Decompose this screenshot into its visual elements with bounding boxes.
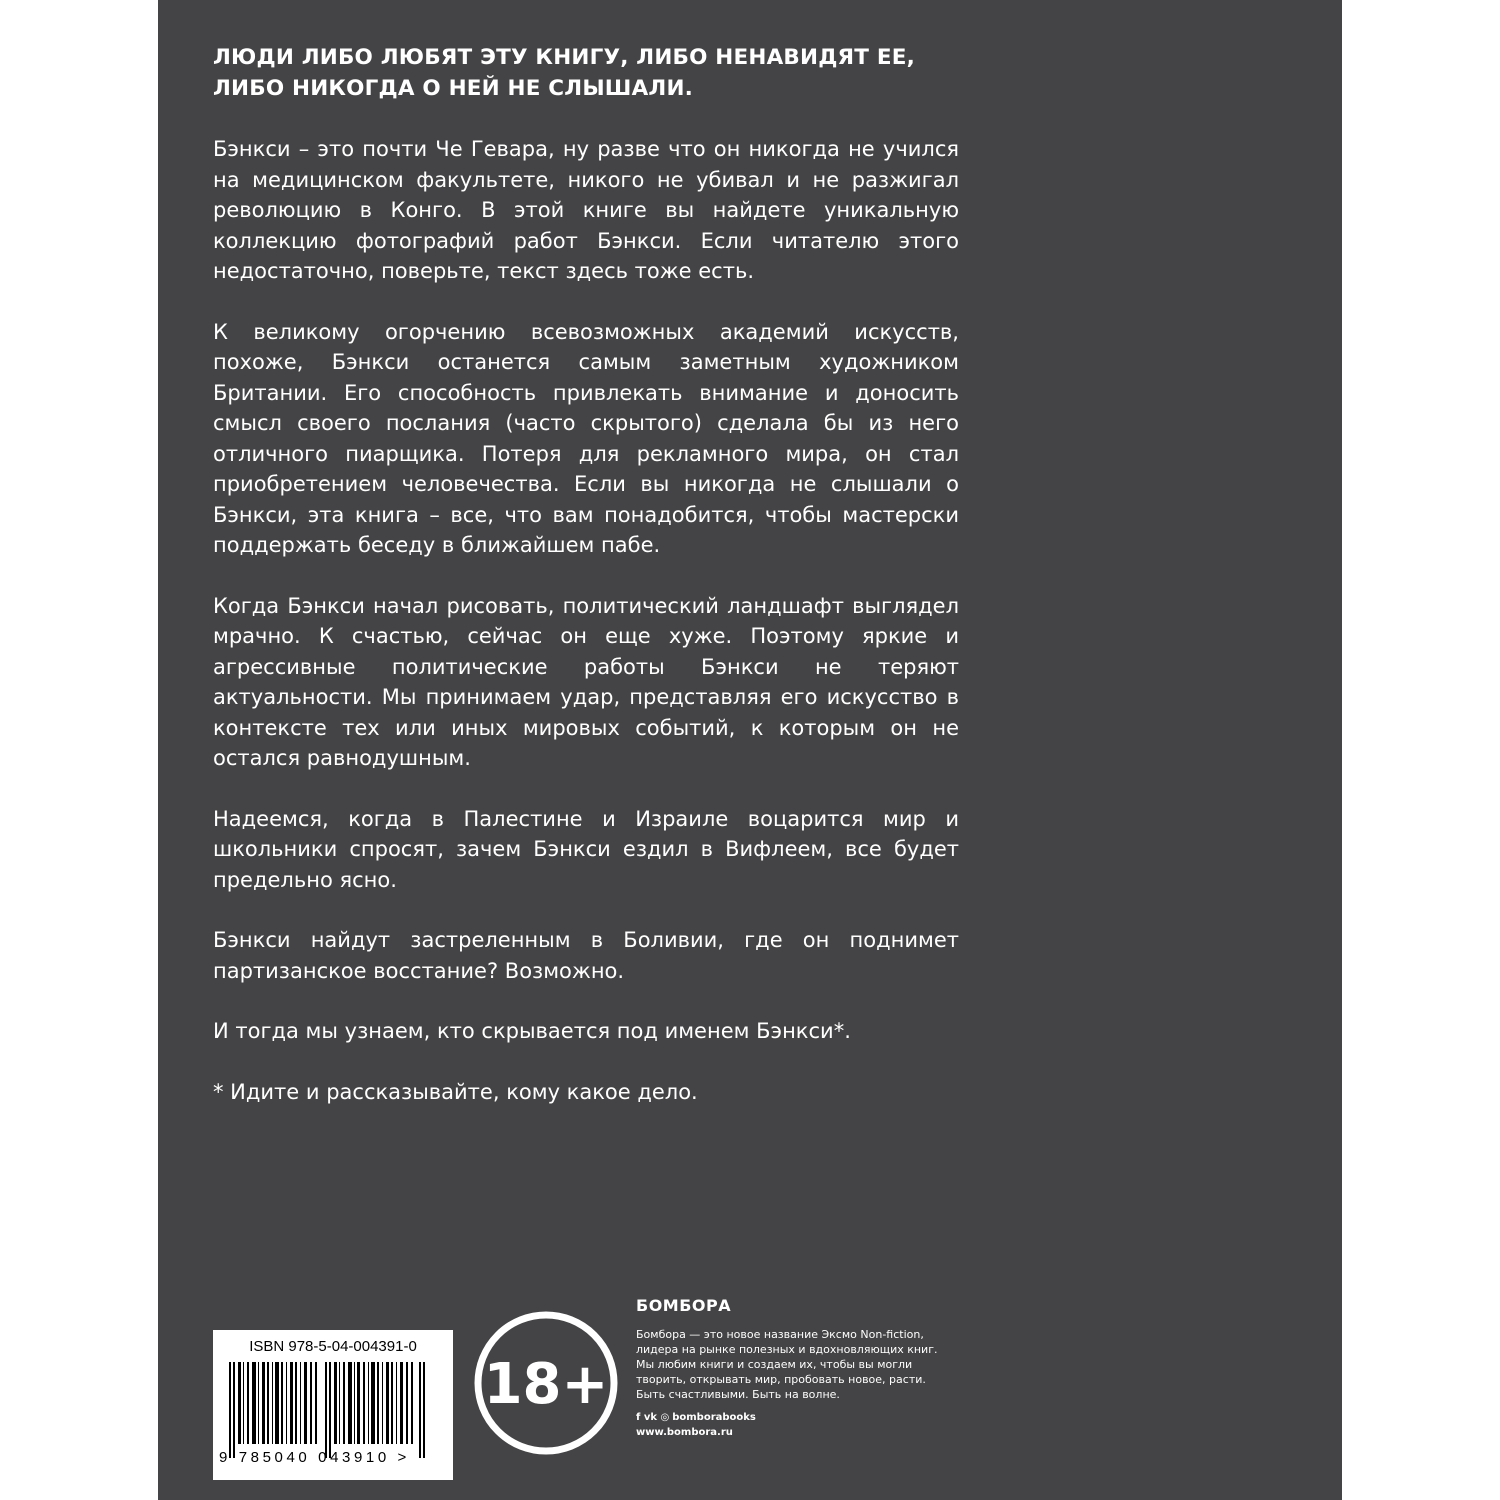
social-handle: bomborabooks <box>672 1412 756 1423</box>
publisher-description-line: Быть счастливыми. Быть на волне. <box>636 1388 840 1401</box>
age-rating-badge <box>472 1309 620 1457</box>
publisher-logo: БОМБОРА <box>636 1296 732 1315</box>
publisher-description <box>636 1327 966 1402</box>
publisher-description-line: Мы любим книги и создаем их, чтобы вы могли <box>636 1358 913 1371</box>
heading-line-2: ЛИБО НИКОГДА О НЕЙ НЕ СЛЫШАЛИ. <box>213 76 694 101</box>
paragraph-4: Надеемся, когда в Палестине и Израиле воцарится мир и школьники спросят, зачем Бэнкси ездил в Вифлеем, все будет предельно ясно. <box>213 806 959 892</box>
barcode-digits: 9 785040 043910 > <box>219 1449 410 1466</box>
cover-heading <box>213 42 959 104</box>
paragraph-3: Когда Бэнкси начал рисовать, политический ландшафт выглядел мрачно. К счастью, сейчас он еще хуже. Поэтому яркие и агрессивные политические работы Бэнкси не теряют актуальности. Мы принимаем удар, представляя его искусство в контексте тех или иных мировых событий, к которым он не остался равнодушным. <box>213 593 959 770</box>
publisher-description-line: творить, открывать мир, пробовать новое, расти. <box>636 1373 926 1386</box>
publisher-social <box>636 1410 966 1425</box>
publisher-description-line: лидера на рынке полезных и вдохновляющих книг. <box>636 1343 938 1356</box>
cover-text <box>213 42 959 1107</box>
age-rating-icon <box>472 1309 620 1457</box>
paragraph-6: И тогда мы узнаем, кто скрывается под именем Бэнкси*. <box>213 1019 851 1043</box>
publisher-description-line: Бомбора — это новое название Эксмо Non-fiction, <box>636 1328 924 1341</box>
footnote: * Идите и рассказывайте, кому какое дело. <box>213 1079 698 1104</box>
social-media-icons: f vk ◎ <box>636 1412 670 1423</box>
paragraph-2: К великому огорчению всевозможных академий искусств, похоже, Бэнкси останется самым заметным художником Британии. Его способность привлекать внимание и доносить смысл своего послания (часто скрытого) сделала бы из него отличного пиарщика. Потеря для рекламного мира, он стал приобретением человечества. Если вы никогда не слышали о Бэнкси, эта книга – все, что вам понадобится, чтобы мастерски поддержать беседу в ближайшем пабе. <box>213 319 959 557</box>
paragraph-1: Бэнкси – это почти Че Гевара, ну разве что он никогда не учился на медицинском факультете, никого не убивал и не разжигал революцию в Конго. В этой книге вы найдете уникальную коллекцию фотографий работ Бэнкси. Если читателю этого недостаточно, поверьте, текст здесь тоже есть. <box>213 137 959 283</box>
isbn-label: ISBN 978-5-04-004391-0 <box>249 1338 417 1355</box>
barcode-icon <box>229 1362 425 1458</box>
paragraph-5: Бэнкси найдут застреленным в Боливии, где он поднимет партизанское восстание? Возможно. <box>213 928 959 983</box>
publisher-block <box>636 1296 966 1440</box>
heading-line-1: ЛЮДИ ЛИБО ЛЮБЯТ ЭТУ КНИГУ, ЛИБО НЕНАВИДЯТ ЕЕ, <box>213 45 915 70</box>
age-rating-text: 18+ <box>483 1352 609 1417</box>
isbn-barcode-box <box>213 1330 453 1480</box>
publisher-website: www.bombora.ru <box>636 1427 733 1438</box>
